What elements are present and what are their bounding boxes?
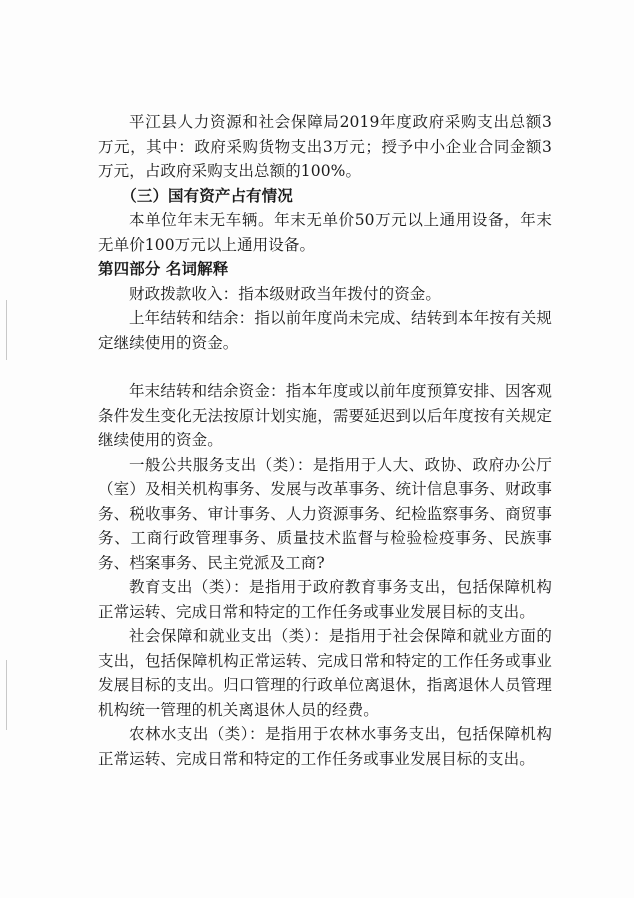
paragraph-def-public-services: 一般公共服务支出（类）：是指用于人大、政协、政府办公厅（室）及相关机构事务、发展与改革事务、统计信息事务、财政事务、税收事务、审计事务、人力资源事务、纪检监察事务、商贸事务、工商行政管理事务、质量技术监督与检验检疫事务、民族事务、档案事务、民主党派及工商? (98, 455, 552, 572)
paragraph-def-education: 教育支出（类）：是指用于政府教育事务支出，包括保障机构正常运转、完成日常和特定的工作任务或事业发展目标的支出。 (98, 578, 552, 621)
paragraph-def-social-security: 社会保障和就业支出（类）：是指用于社会保障和就业方面的支出，包括保障机构正常运转、完成日常和特定的工作任务或事业发展目标的支出。归口管理的行政单位离退休，指离退休人员管理机构统一管理的机关离退休人员的经费。 (98, 627, 552, 719)
paragraph-def-fiscal-allocation: 财政拨款收入：指本级财政当年拨付的资金。 (129, 284, 442, 303)
document-body (98, 110, 552, 771)
scan-edge-mark (6, 300, 7, 360)
scan-edge-mark (6, 660, 7, 730)
part-heading-glossary: 第四部分 名词解释 (98, 259, 229, 278)
paragraph-state-assets: 本单位年末无车辆。年末无单价50万元以上通用设备，年末无单价100万元以上通用设备。 (98, 211, 552, 254)
paragraph-procurement: 平江县人力资源和社会保障局2019年度政府采购支出总额3万元，其中：政府采购货物支出3万元；授予中小企业合同金额3万元，占政府采购支出总额的100%。 (98, 113, 552, 180)
section-heading-state-assets: （三）国有资产占有情况 (121, 185, 293, 205)
paragraph-def-agriculture: 农林水支出（类）：是指用于农林水事务支出，包括保障机构正常运转、完成日常和特定的工作任务或事业发展目标的支出。 (98, 725, 552, 768)
paragraph-def-prior-carryover: 上年结转和结余：指以前年度尚未完成、结转到本年按有关规定继续使用的资金。 (98, 309, 552, 352)
paragraph-def-year-end-carryover: 年末结转和结余资金：指本年度或以前年度预算安排、因客观条件发生变化无法按原计划实施，需要延迟到以后年度按有关规定继续使用的资金。 (98, 382, 552, 449)
